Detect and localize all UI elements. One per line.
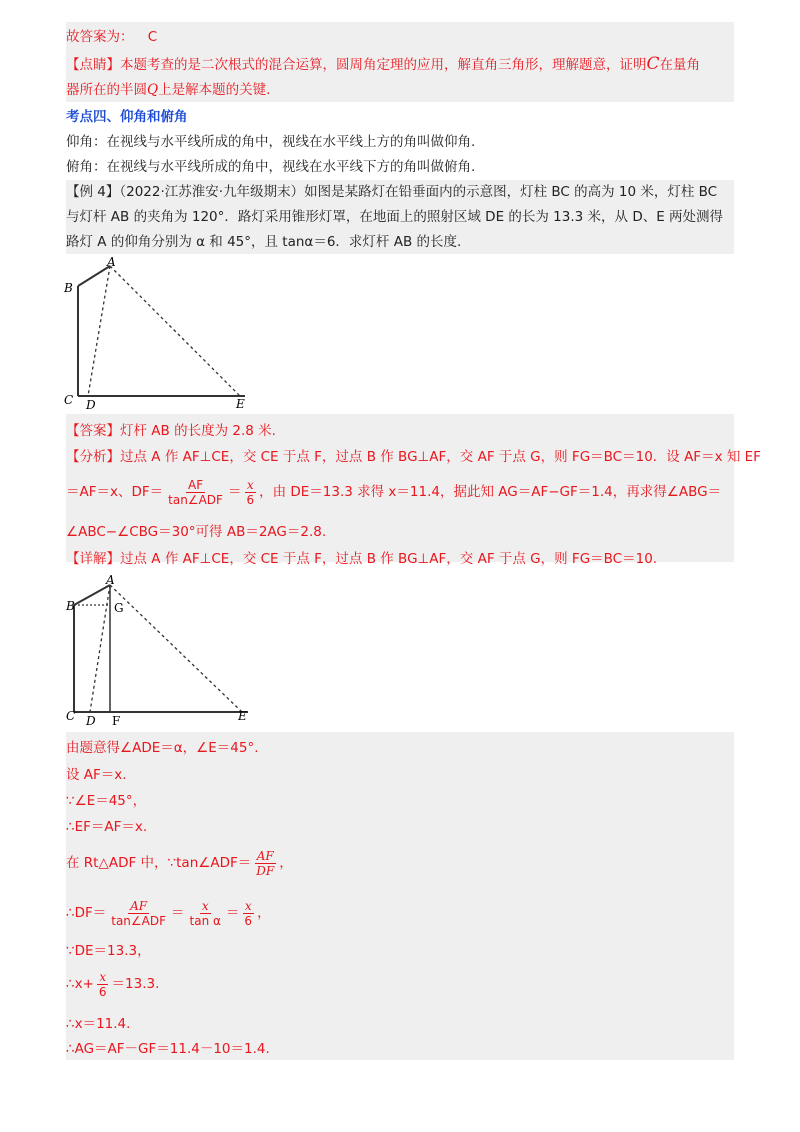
analysis-line-2 [66, 474, 721, 510]
answer-value: C [147, 29, 158, 45]
fig1-label-b: B [64, 281, 73, 295]
analysis-fraction-1 [166, 478, 225, 507]
s6-n3: x [244, 898, 252, 913]
s6-fraction-3 [242, 899, 254, 928]
frac-num: AF [187, 477, 204, 492]
s5-pre: 在 Rt△ADF 中，∵tan∠ADF＝ [66, 855, 252, 871]
comment-line-1 [66, 53, 700, 76]
figure-2-diagram [66, 572, 256, 732]
figure-1-diagram [60, 256, 270, 414]
fig1-label-d: D [86, 398, 96, 412]
frac2-num: x [246, 477, 254, 492]
detail-step-9: ∴x＝11.4. [66, 1016, 131, 1032]
comment-text-2b: 上是解本题的关键. [158, 82, 271, 98]
detail-step-3: ∵∠E＝45°， [66, 793, 147, 809]
fig2-label-b: B [66, 599, 75, 613]
analysis-fraction-2 [244, 478, 256, 507]
analysis-eq: ＝ [227, 484, 242, 500]
s6-fraction-1 [109, 899, 168, 928]
detail-step-5 [66, 845, 293, 881]
detail-step-8 [66, 966, 159, 1002]
fig2-label-c: C [66, 709, 76, 723]
detail-step-10: ∴AG＝AF－GF＝11.4－10＝1.4. [66, 1041, 270, 1057]
s8-num: x [99, 969, 107, 984]
s5-den: DF [256, 863, 275, 878]
section-title: 考点四、仰角和俯角 [66, 109, 188, 125]
comment-line-2 [66, 79, 270, 101]
s6-d1: tan∠ADF [111, 913, 167, 928]
analysis-line-3: ∠ABC−∠CBG＝30°可得 AB＝2AG＝2.8. [66, 524, 327, 540]
comment-text-1: 【点睛】本题考查的是二次根式的混合运算，圆周角定理的应用，解直角三角形，理解题意，证明 [66, 57, 647, 73]
s6-post: ， [257, 905, 271, 921]
detail-step-7: ∵DE＝13.3， [66, 943, 151, 959]
s6-n1: AF [130, 898, 148, 913]
comment-q-letter: Q [147, 82, 159, 98]
s6-n2: x [201, 898, 209, 913]
answer-statement: 【答案】灯杆 AB 的长度为 2.8 米. [66, 423, 276, 439]
fig2-label-d: D [86, 714, 96, 728]
analysis-pre: ＝AF＝x、DF＝ [66, 484, 164, 500]
analysis-line-1: 【分析】过点 A 作 AF⊥CE，交 CE 于点 F，过点 B 作 BG⊥AF，交 AF 于点 G，则 FG＝BC＝10．设 AF＝x 知 EF [66, 449, 761, 465]
fig1-label-c: C [64, 393, 74, 407]
detail-line-1: 【详解】过点 A 作 AF⊥CE，交 CE 于点 F，过点 B 作 BG⊥AF，交 AF 于点 G，则 FG＝BC＝10. [66, 551, 658, 567]
detail-step-4: ∴EF＝AF＝x. [66, 819, 148, 835]
comment-tail: 在量角 [659, 57, 701, 73]
s6-pre: ∴DF＝ [66, 905, 107, 921]
s8-fraction [97, 970, 109, 999]
s5-fraction [254, 849, 276, 878]
comment-c-letter: C [646, 54, 660, 74]
comment-text-2a: 器所在的半圆 [66, 82, 147, 98]
fig2-label-g: G [114, 601, 124, 615]
frac2-den: 6 [246, 492, 255, 507]
s8-den: 6 [98, 984, 107, 999]
fig1-label-e: E [236, 397, 245, 411]
fig2-label-a: A [106, 573, 115, 587]
detail-step-6: ∴DF＝ $\frac{AF}{\text{tan∠ADF}}$ ＝ $\frac{x}{\text{tan α}}$ ＝ $\frac{x}{6}$ ， [66, 898, 271, 928]
detail-step-1: 由题意得∠ADE＝α，∠E＝45°. [66, 740, 259, 756]
s6-fraction-2 [188, 899, 223, 928]
example-line-3: 路灯 A 的仰角分别为 α 和 45°，且 tanα＝6．求灯杆 AB 的长度. [66, 234, 462, 250]
s6-d2: tan α [189, 913, 221, 928]
answer-line [66, 26, 157, 48]
s5-post: ， [279, 855, 293, 871]
fig1-label-a: A [107, 256, 116, 269]
frac-den: tan∠ADF [168, 492, 223, 507]
fig2-label-f: F [112, 714, 121, 728]
example-line-2: 与灯杆 AB 的夹角为 120°．路灯采用锥形灯罩，在地面上的照射区域 DE 的长为 13.3 米，从 D、E 两处测得 [66, 209, 724, 225]
definition-elevation: 仰角：在视线与水平线所成的角中，视线在水平线上方的角叫做仰角. [66, 134, 476, 150]
s8-post: ＝13.3. [111, 976, 160, 992]
s5-num: AF [256, 848, 274, 863]
s6-d3: 6 [244, 913, 253, 928]
answer-label: 故答案为： [66, 29, 134, 45]
detail-step-2: 设 AF＝x. [66, 767, 127, 783]
definition-depression: 俯角：在视线与水平线所成的角中，视线在水平线下方的角叫做俯角. [66, 159, 476, 175]
analysis-post: ，由 DE＝13.3 求得 x＝11.4，据此知 AG＝AF−GF＝1.4，再求得∠ABG＝ [259, 484, 722, 500]
fig2-label-e: E [238, 709, 247, 723]
s8-pre: ∴x+ [66, 976, 94, 992]
example-line-1: 【例 4】（2022·江苏淮安·九年级期末）如图是某路灯在铅垂面内的示意图，灯柱 BC 的高为 10 米，灯柱 BC [66, 184, 718, 200]
